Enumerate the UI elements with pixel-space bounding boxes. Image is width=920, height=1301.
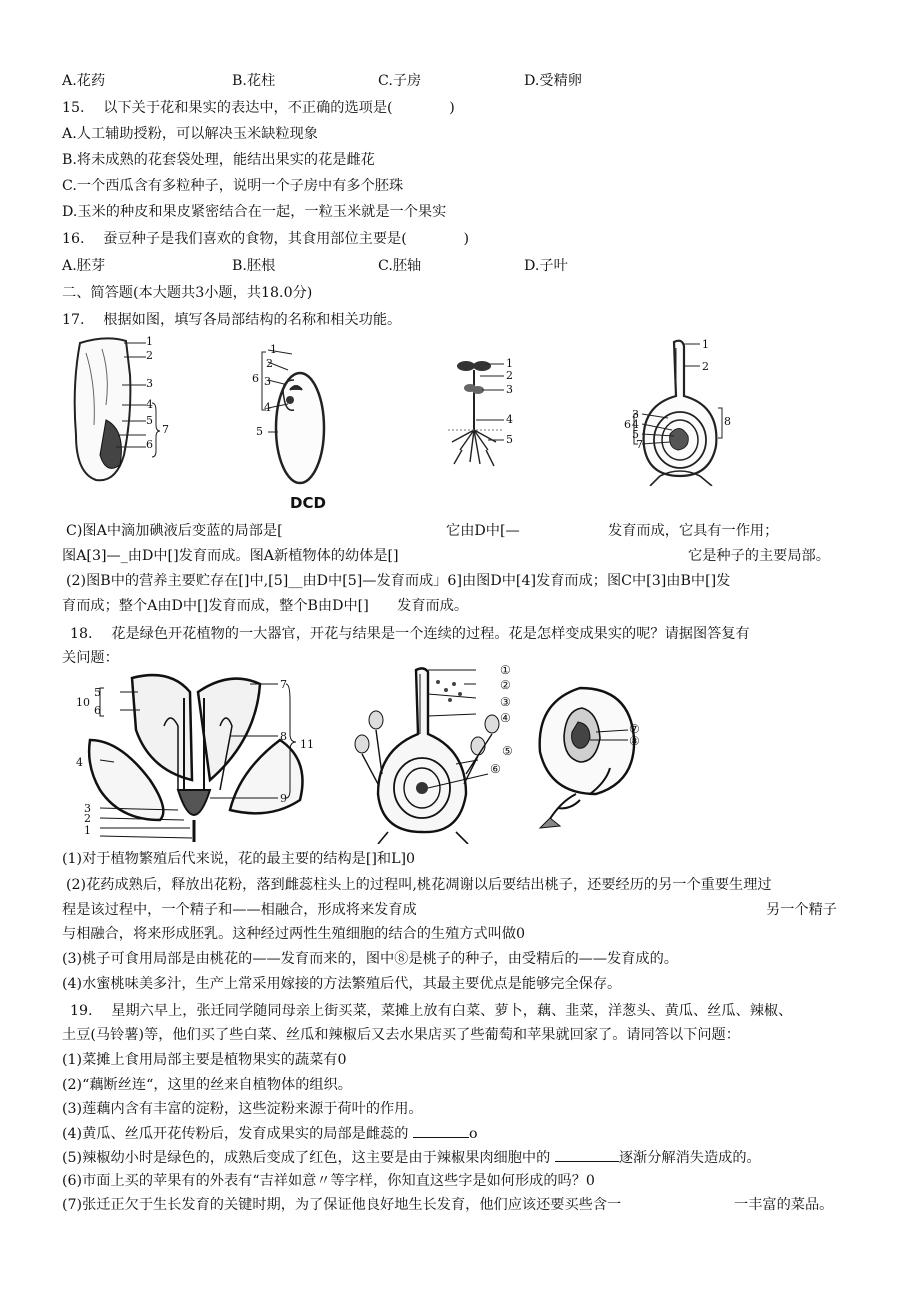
fig18b-label-1: ① — [500, 663, 511, 677]
fig18-label-6: 6 — [94, 704, 101, 717]
fig-a-label-5: 5 — [146, 414, 153, 427]
fig18-label-7: 7 — [280, 678, 287, 691]
fig-b-label-1: 1 — [270, 343, 277, 356]
q17-figure-b-bean-seed — [250, 340, 330, 490]
q17-line1-b: 它由D中[— — [446, 523, 520, 539]
q14-option-b: B.花柱 — [232, 73, 276, 89]
fig-b-label-2: 2 — [266, 357, 273, 370]
q18-line-4: 与相融合，将来形成胚乳。这种经过两性生殖细胞的结合的生殖方式叫做0 — [62, 926, 526, 942]
fig-b-label-6: 6 — [252, 372, 259, 385]
q18-line-3b: 另一个精子 — [766, 902, 837, 918]
fig-a-label-7: 7 — [162, 423, 169, 436]
q14-option-d: D.受精卵 — [524, 73, 582, 89]
q15-option-c: C.一个西瓜含有多粒种子，说明一个子房中有多个胚珠 — [62, 178, 404, 194]
q17-stem: 17. 根据如图，填写各局部结构的名称和相关功能。 — [62, 312, 402, 328]
q18-line-1: (1)对于植物繁殖后代来说，花的最主要的结构是[]和L]0 — [62, 851, 416, 867]
q18-line-5: (3)桃子可食用局部是由桃花的——发育而来的，图中⑧是桃子的种子，由受精后的——发育成的。 — [62, 951, 678, 967]
fig-d-label-7: 7 — [636, 438, 643, 451]
fig-a-label-1: 1 — [146, 335, 153, 348]
q19-stem: 19. 星期六早上，张迁同学随同母亲上街买菜，菜摊上放有白菜、萝卜，藕、韭菜，洋葱头、黄瓜、丝瓜、辣椒、 — [70, 1003, 793, 1019]
q19-sub-3: (3)莲藕内含有丰富的淀粉，这些淀粉来源于荷叶的作用。 — [62, 1101, 423, 1117]
fig-d-label-6: 6 — [624, 418, 631, 431]
q18-figure-peach-fruit — [530, 682, 670, 832]
q19-sub-4-text: (4)黄瓜、丝瓜开花传粉后，发育成果实的局部是雌蕊的 — [62, 1126, 409, 1142]
q17-line4: 育而成；整个A由D中[]发育而成，整个B由D中[] 发育而成。 — [62, 598, 469, 614]
q16-option-a: A.胚芽 — [62, 258, 106, 274]
q16-option-c: C.胚轴 — [378, 258, 422, 274]
fig-d-label-4: 4 — [632, 418, 639, 431]
fig-a-label-4: 4 — [146, 398, 153, 411]
q19-sub-2: (2)“藕断丝连“，这里的丝来自植物体的组织。 — [62, 1077, 352, 1093]
fig-d-label-8: 8 — [724, 415, 731, 428]
q14-option-a: A.花药 — [62, 73, 106, 89]
fig-c-label-1: 1 — [506, 357, 513, 370]
q17-figure-caption: DCD — [290, 494, 326, 512]
fig-d-label-5: 5 — [632, 428, 639, 441]
fig18b-label-3: ③ — [500, 695, 511, 709]
q17-line3: (2)图B中的营养主要贮存在[]中,[5]__由D中[5]—发育而成」6]由图D中[4]发育而成；图C中[3]由B中[]发 — [66, 573, 731, 589]
q19-sub-6: (6)市面上买的苹果有的外表有“吉祥如意〃等字样，你知直这些字是如何形成的吗？0 — [62, 1173, 595, 1189]
fig18b-label-6: ⑥ — [490, 762, 501, 776]
q17-line2-b: 它是种子的主要局部。 — [688, 548, 830, 564]
q17-line1-c: 发育而成，它具有一作用； — [608, 523, 779, 539]
fig-c-label-3: 3 — [506, 383, 513, 396]
fig-a-label-2: 2 — [146, 349, 153, 362]
q19-sub-4 — [62, 1123, 477, 1144]
fig-a-label-6: 6 — [146, 438, 153, 451]
fig18b-label-4: ④ — [500, 711, 511, 725]
q16-stem: 16. 蚕豆种子是我们喜欢的食物，其食用部位主要是( ) — [62, 231, 470, 247]
fig18-label-3: 3 — [84, 802, 91, 815]
q17-line2-a: 图A[3]—_由D中[]发育而成。图A新植物体的幼体是[] — [62, 548, 399, 564]
fig-d-label-3: 3 — [632, 408, 639, 421]
q16-option-b: B.胚根 — [232, 258, 276, 274]
fig18-label-9: 9 — [280, 792, 287, 805]
fig-c-label-5: 5 — [506, 433, 513, 446]
fig-d-label-2: 2 — [702, 360, 709, 373]
fig18-label-2: 2 — [84, 812, 91, 825]
q19-sub-4-end: o — [468, 1126, 478, 1142]
fig-d-label-1: 1 — [702, 338, 709, 351]
fig18-label-5: 5 — [94, 686, 101, 699]
fig18-label-1: 1 — [84, 824, 91, 837]
q19-sub-1: (1)菜摊上食用局部主要是植物果实的蔬菜有0 — [62, 1052, 347, 1068]
q15-option-b: B.将未成熟的花套袋处理，能结出果实的花是雌花 — [62, 152, 375, 168]
fig-a-label-3: 3 — [146, 377, 153, 390]
q15-stem: 15. 以下关于花和果实的表达中，不正确的选项是( ) — [62, 100, 455, 116]
fig18c-label-8: ⑧ — [629, 734, 640, 748]
fig-b-label-4: 4 — [264, 401, 271, 414]
fig18b-label-5: ⑤ — [502, 744, 513, 758]
q18-line-3a: 程是该过程中，一个精子和——相融合，形成将来发育成 — [62, 902, 417, 918]
fig18-label-10: 10 — [76, 696, 90, 709]
q19-sub-7b: 一丰富的菜品。 — [734, 1197, 834, 1213]
q17-line1-a: C)图A中滴加碘液后变蓝的局部是[ — [66, 523, 283, 539]
q18-figure-pollination — [348, 664, 518, 844]
q18-line-6: (4)水蜜桃味美多汁，生产上常采用嫁接的方法繁殖后代，其最主要优点是能够完全保存。 — [62, 976, 622, 992]
q19-stem-2: 土豆(马铃薯)等，他们买了些白菜、丝瓜和辣椒后又去水果店买了些葡萄和苹果就回家了。请同答以下问题： — [62, 1027, 740, 1043]
fig-b-label-3: 3 — [264, 375, 271, 388]
q15-option-d: D.玉米的种皮和果皮紧密结合在一起，一粒玉米就是一个果实 — [62, 204, 447, 220]
fig-c-label-2: 2 — [506, 369, 513, 382]
fig18-label-4: 4 — [76, 756, 83, 769]
q19-sub-4-blank[interactable] — [413, 1123, 469, 1138]
q18-stem: 18. 花是绿色开花植物的一大器官，开花与结果是一个连续的过程。花是怎样变成果实的呢？请据图答复有 — [70, 626, 750, 642]
q16-option-d: D.子叶 — [524, 258, 568, 274]
fig-c-label-4: 4 — [506, 413, 513, 426]
fig18-label-11: 11 — [300, 738, 314, 751]
q19-sub-7a: (7)张迁正欠于生长发育的关键时期，为了保证他良好地生长发育，他们应该还要买些含一 — [62, 1197, 622, 1213]
fig18b-label-2: ② — [500, 678, 511, 692]
q18-stem-2: 关问题： — [62, 650, 119, 666]
q14-option-c: C.子房 — [378, 73, 422, 89]
q19-sub-5 — [62, 1147, 761, 1168]
q19-sub-5-end: 逐渐分解消失造成的。 — [618, 1150, 761, 1166]
section-2-heading: 二、简答题(本大题共3小题，共18.0分) — [62, 285, 313, 301]
q18-figure-flower — [80, 670, 320, 842]
fig18c-label-7: ⑦ — [629, 722, 640, 736]
fig18-label-8: 8 — [280, 730, 287, 743]
q19-sub-5-text: (5)辣椒幼小时是绿色的，成熟后变成了红色，这主要是由于辣椒果肉细胞中的 — [62, 1150, 551, 1166]
q19-sub-5-blank[interactable] — [555, 1147, 619, 1162]
q18-line-2: (2)花药成熟后，释放出花粉，落到雌蕊柱头上的过程叫,桃花凋谢以后要结出桃子，还要经历的另一个重要生理过 — [66, 877, 772, 893]
fig-b-label-5: 5 — [256, 425, 263, 438]
q15-option-a: A.人工辅助授粉，可以解决玉米缺粒现象 — [62, 126, 318, 142]
